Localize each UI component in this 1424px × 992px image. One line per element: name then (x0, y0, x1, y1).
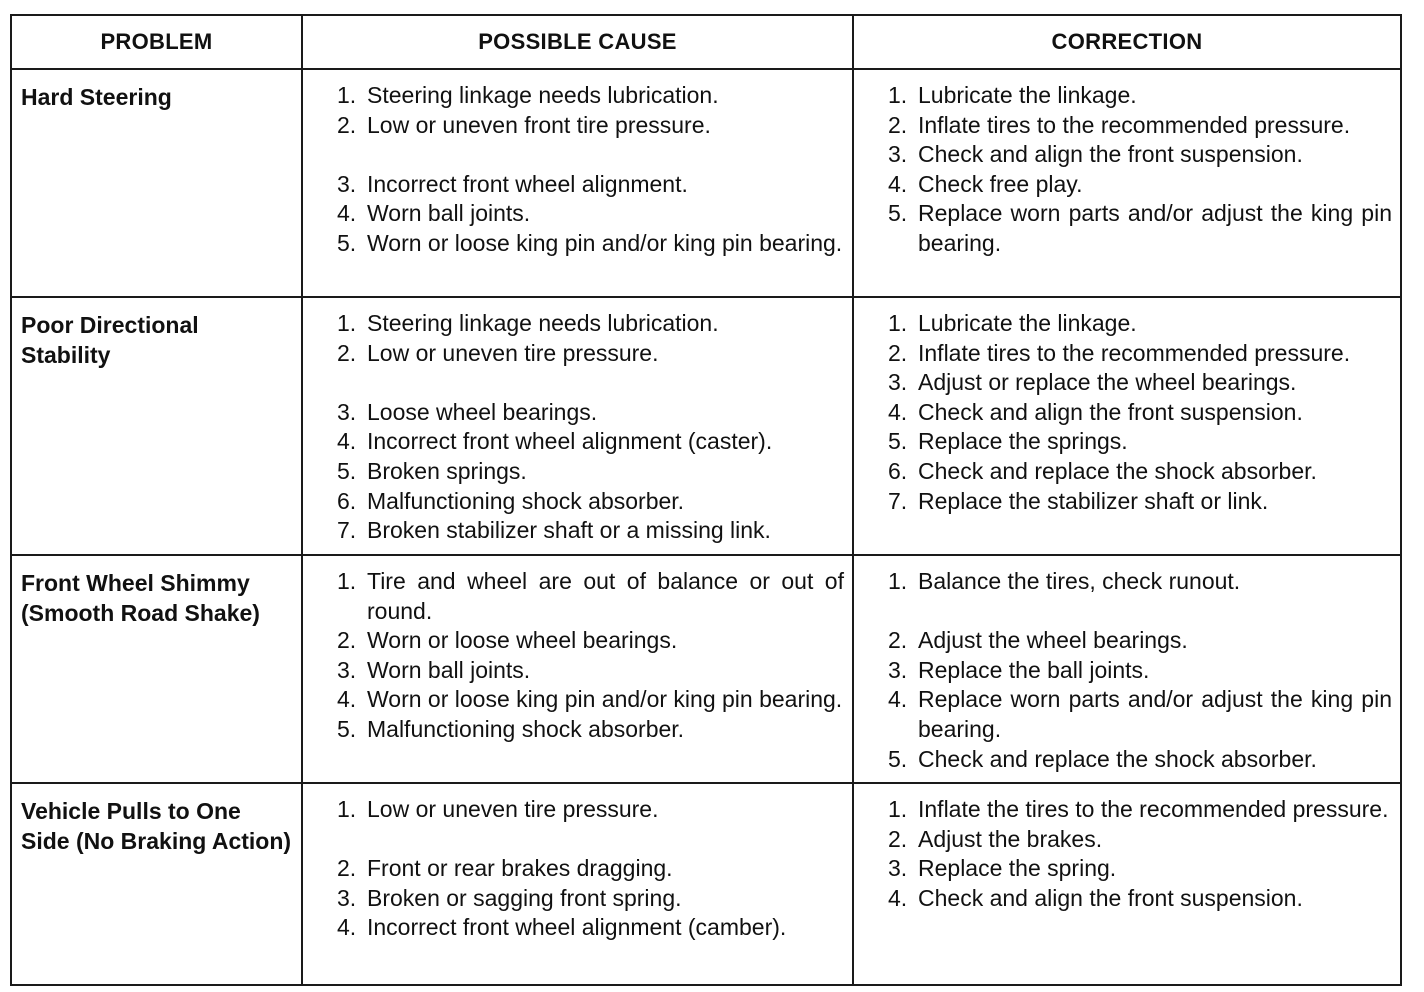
correction-list (888, 795, 1392, 913)
cause-cell (302, 69, 853, 297)
list-item: 4. Replace worn parts and/or adjust the king pin bearing. (888, 686, 1392, 742)
list-item: 2. Front or rear brakes dragging. (337, 855, 673, 882)
list-item: 1. Tire and wheel are out of balance or out of round. (337, 568, 844, 624)
problem-cell: Front Wheel Shimmy (Smooth Road Shake) (11, 555, 302, 783)
list-item: 5. Replace the springs. (888, 428, 1128, 455)
table-row (11, 783, 1401, 985)
table-row (11, 297, 1401, 555)
list-item: 4. Check and align the front suspension. (888, 884, 1303, 911)
cause-list (337, 309, 844, 546)
list-item: 5. Check and replace the shock absorber. (888, 745, 1317, 772)
list-item: 2. Inflate tires to the recommended pressure. (888, 111, 1351, 138)
list-item: 2. Adjust the wheel bearings. (888, 627, 1188, 654)
list-item: 3. Replace the spring. (888, 855, 1117, 882)
list-item: 6. Malfunctioning shock absorber. (337, 487, 685, 514)
header-correction: CORRECTION (853, 15, 1401, 69)
correction-list (888, 309, 1392, 516)
table-row (11, 69, 1401, 297)
list-item: 2. Inflate tires to the recommended pressure. (888, 339, 1351, 366)
list-item: 3. Replace the ball joints. (888, 656, 1150, 683)
table-row (11, 555, 1401, 783)
correction-list (888, 567, 1392, 774)
correction-cell (853, 783, 1401, 985)
list-item: 3. Check and align the front suspension. (888, 141, 1303, 168)
list-item: 7. Replace the stabilizer shaft or link. (888, 487, 1269, 514)
cause-list (337, 795, 844, 943)
list-item: 2. Low or uneven front tire pressure. (337, 111, 711, 138)
list-item: 4. Incorrect front wheel alignment (caster). (337, 428, 773, 455)
list-item: 2. Low or uneven tire pressure. (337, 339, 659, 366)
list-item: 3. Incorrect front wheel alignment. (337, 170, 688, 197)
list-item: 4. Check free play. (888, 170, 1083, 197)
list-item: 7. Broken stabilizer shaft or a missing link. (337, 517, 771, 544)
header-possible-cause: POSSIBLE CAUSE (302, 15, 853, 69)
list-item: 2. Worn or loose wheel bearings. (337, 627, 678, 654)
list-item: 4. Check and align the front suspension. (888, 398, 1303, 425)
problem-cell: Poor Directional Stability (11, 297, 302, 555)
correction-cell (853, 297, 1401, 555)
cause-cell (302, 783, 853, 985)
list-item: 1. Inflate the tires to the recommended pressure. (888, 796, 1389, 822)
list-item: 1. Steering linkage needs lubrication. (337, 310, 719, 336)
list-item: 1. Low or uneven tire pressure. (337, 796, 659, 822)
correction-cell (853, 69, 1401, 297)
header-row (11, 15, 1401, 69)
list-item: 5. Malfunctioning shock absorber. (337, 715, 685, 742)
list-item: 3. Worn ball joints. (337, 656, 531, 683)
header-problem: PROBLEM (11, 15, 302, 69)
list-item: 6. Check and replace the shock absorber. (888, 457, 1317, 484)
list-item: 3. Loose wheel bearings. (337, 398, 598, 425)
list-item: 4. Worn or loose king pin and/or king pin bearing. (337, 686, 843, 713)
list-item: 1. Lubricate the linkage. (888, 82, 1137, 108)
list-item: 5. Worn or loose king pin and/or king pin bearing. (337, 229, 843, 256)
cause-cell (302, 555, 853, 783)
troubleshooting-table (10, 14, 1402, 986)
correction-cell (853, 555, 1401, 783)
list-item: 4. Worn ball joints. (337, 200, 531, 227)
list-item: 1. Lubricate the linkage. (888, 310, 1137, 336)
list-item: 2. Adjust the brakes. (888, 825, 1103, 852)
cause-list (337, 567, 844, 745)
correction-list (888, 81, 1392, 259)
problem-cell: Hard Steering (11, 69, 302, 297)
troubleshooting-sheet (10, 14, 1400, 982)
list-item: 5. Replace worn parts and/or adjust the king pin bearing. (888, 200, 1392, 256)
list-item: 1. Balance the tires, check runout. (888, 568, 1241, 594)
list-item: 3. Broken or sagging front spring. (337, 884, 682, 911)
list-item: 3. Adjust or replace the wheel bearings. (888, 369, 1297, 396)
list-item: 4. Incorrect front wheel alignment (camber). (337, 914, 787, 941)
problem-cell: Vehicle Pulls to One Side (No Braking Action) (11, 783, 302, 985)
cause-list (337, 81, 844, 259)
list-item: 5. Broken springs. (337, 457, 527, 484)
list-item: 1. Steering linkage needs lubrication. (337, 82, 719, 108)
cause-cell (302, 297, 853, 555)
